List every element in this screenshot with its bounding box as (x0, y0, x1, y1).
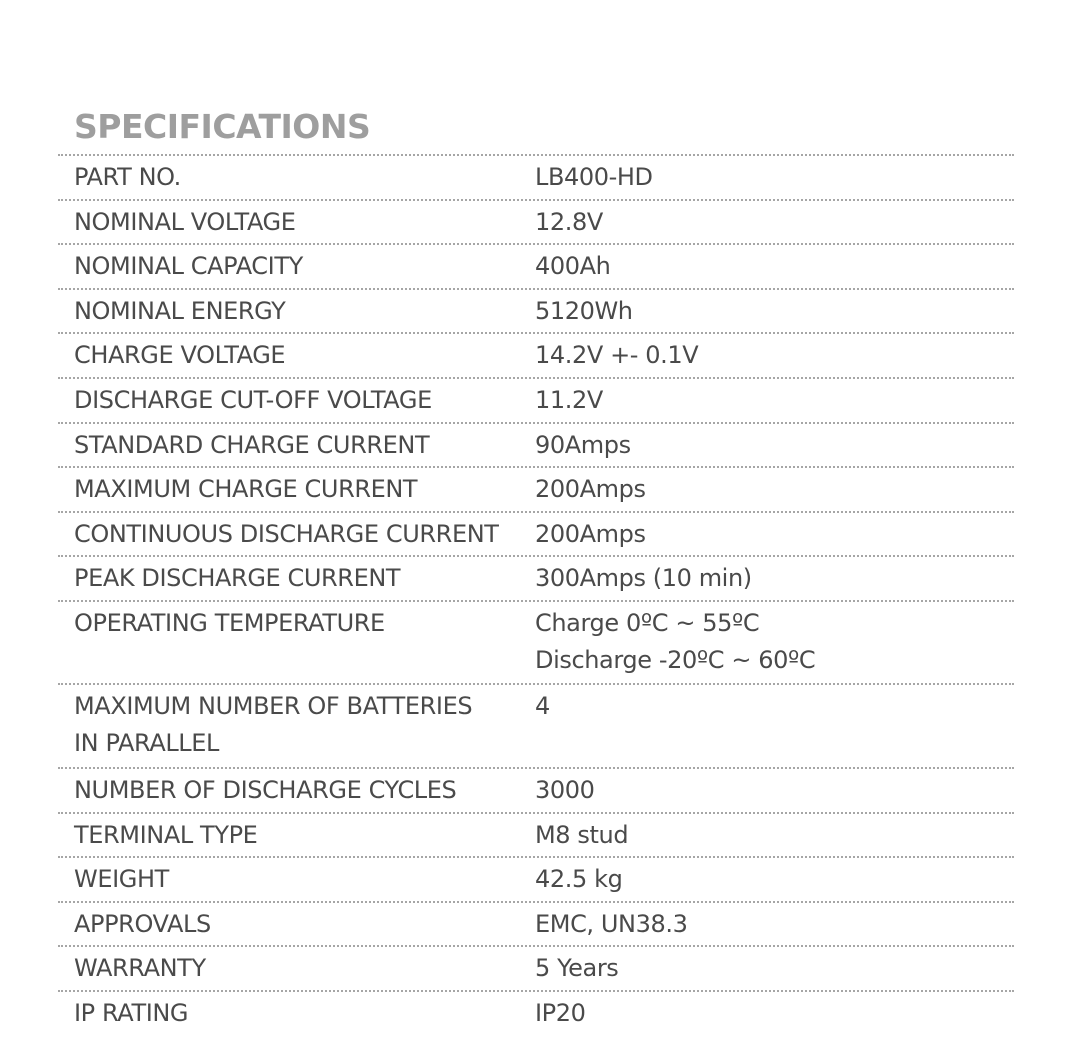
spec-row-nominal-voltage (58, 201, 1014, 246)
spec-label: DISCHARGE CUT-OFF VOLTAGE (74, 385, 432, 414)
spec-label: WARRANTY (74, 954, 206, 983)
spec-row-peak-discharge-current (58, 557, 1014, 602)
spec-label: NOMINAL VOLTAGE (74, 207, 296, 236)
spec-value: 11.2V (535, 385, 603, 414)
spec-label: CONTINUOUS DISCHARGE CURRENT (74, 519, 499, 548)
spec-value: 5120Wh (535, 296, 633, 325)
spec-title: SPECIFICATIONS (58, 104, 1014, 156)
spec-value: LB400-HD (535, 163, 653, 191)
spec-value: 3000 (535, 775, 595, 804)
spec-label: IP RATING (74, 998, 189, 1027)
spec-row-discharge-cycles (58, 769, 1014, 814)
spec-label-line: MAXIMUM NUMBER OF BATTERIES (74, 692, 473, 721)
spec-value-line: Discharge -20ºC ~ 60ºC (535, 645, 816, 674)
spec-label: CHARGE VOLTAGE (74, 341, 286, 370)
spec-row-charge-voltage (58, 334, 1014, 379)
spec-row-nominal-energy (58, 290, 1014, 335)
spec-label: NUMBER OF DISCHARGE CYCLES (74, 775, 457, 804)
spec-label: NOMINAL CAPACITY (74, 252, 303, 281)
spec-row-weight (58, 858, 1014, 903)
spec-label: STANDARD CHARGE CURRENT (74, 430, 430, 459)
spec-label: TERMINAL TYPE (74, 820, 258, 849)
spec-value: 42.5 kg (535, 865, 623, 894)
spec-value: 400Ah (535, 252, 611, 281)
spec-row-warranty (58, 947, 1014, 992)
spec-value-line: Charge 0ºC ~ 55ºC (535, 608, 760, 637)
spec-row-discharge-cutoff-voltage (58, 379, 1014, 424)
spec-value (535, 602, 1014, 684)
spec-label: MAXIMUM CHARGE CURRENT (74, 475, 418, 504)
spec-row-ip-rating (58, 992, 1014, 1037)
spec-value: 4 (535, 692, 550, 721)
spec-row-standard-charge-current (58, 424, 1014, 469)
spec-row-continuous-discharge-current (58, 513, 1014, 558)
spec-row-maximum-charge-current (58, 468, 1014, 513)
spec-row-part-no (58, 156, 1014, 201)
spec-row-nominal-capacity (58, 245, 1014, 290)
spec-value: EMC, UN38.3 (535, 909, 688, 938)
spec-label: PART NO. (74, 163, 181, 191)
spec-label-line: IN PARALLEL (74, 729, 220, 758)
spec-value: 200Amps (535, 519, 646, 548)
spec-value: 5 Years (535, 954, 619, 983)
spec-row-operating-temperature (58, 602, 1014, 686)
spec-sheet (58, 104, 1014, 1037)
spec-value: IP20 (535, 998, 586, 1027)
spec-value: 14.2V +- 0.1V (535, 341, 699, 370)
spec-value: 300Amps (10 min) (535, 564, 752, 593)
spec-value: 200Amps (535, 475, 646, 504)
spec-row-max-batteries-parallel (58, 685, 1014, 769)
spec-label: WEIGHT (74, 865, 169, 894)
spec-label: NOMINAL ENERGY (74, 296, 286, 325)
spec-value: M8 stud (535, 820, 629, 849)
spec-value: 12.8V (535, 207, 603, 236)
spec-label (58, 685, 535, 767)
spec-row-terminal-type (58, 814, 1014, 859)
spec-label: PEAK DISCHARGE CURRENT (74, 564, 401, 593)
spec-label: OPERATING TEMPERATURE (74, 608, 385, 637)
spec-table (58, 156, 1014, 1037)
spec-label: APPROVALS (74, 909, 211, 938)
spec-value: 90Amps (535, 430, 631, 459)
spec-row-approvals (58, 903, 1014, 948)
